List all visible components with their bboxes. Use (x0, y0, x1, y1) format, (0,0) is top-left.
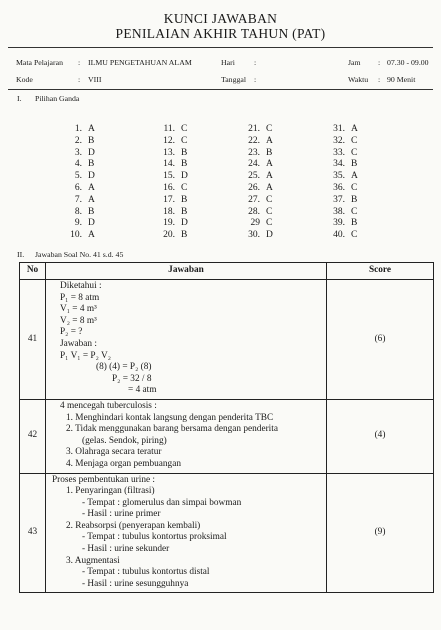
mapel-separator: : (78, 58, 81, 67)
answer-line: (gelas. Sendok, piring) (82, 435, 167, 446)
table-row (20, 473, 434, 593)
mc-number: 3. (74, 147, 82, 158)
row-answer (46, 280, 327, 400)
mc-item (158, 230, 191, 242)
mapel-label: Mata Pelajaran (16, 58, 63, 67)
row-score: (9) (327, 473, 434, 593)
mc-item (158, 171, 191, 183)
mc-answer: B (181, 159, 188, 170)
mc-item (243, 183, 276, 195)
answer-line: V₁ = 4 m³ (60, 304, 97, 315)
mc-column (65, 124, 98, 242)
mc-answer: B (351, 194, 358, 205)
mc-answer: C (351, 135, 358, 146)
mc-number: 20. (163, 230, 175, 241)
mc-item (158, 207, 191, 219)
kode-label: Kode (16, 75, 33, 84)
mc-answer: C (266, 206, 273, 217)
answer-line: 3. Olahraga secara teratur (66, 447, 162, 458)
answer-line: = 4 atm (128, 385, 157, 396)
mc-answer: B (181, 194, 188, 205)
mc-item (243, 207, 276, 219)
table-header-row (20, 263, 434, 280)
mc-item (65, 230, 98, 242)
tanggal-label: Tanggal (221, 75, 247, 84)
mc-item (328, 195, 361, 207)
mc-item (65, 124, 98, 136)
answer-line: 2. Reabsorpsi (penyerapan kembali) (66, 520, 201, 531)
mc-number: 2. (74, 135, 82, 146)
answer-line: P₁ = 8 atm (60, 292, 100, 303)
mc-item (158, 195, 191, 207)
mc-number: 32. (333, 135, 345, 146)
section2-title: Jawaban Soal No. 41 s.d. 45 (35, 250, 124, 259)
mc-answer: D (88, 147, 95, 158)
mc-answer: A (88, 182, 95, 193)
mc-item (65, 136, 98, 148)
mc-number: 29 (250, 218, 260, 229)
answer-line: - Hasil : urine primer (82, 509, 161, 520)
mc-number: 30. (248, 230, 260, 241)
mc-answer: A (266, 135, 273, 146)
answer-line: P₂ = 32 / 8 (112, 373, 152, 384)
mc-number: 13. (163, 147, 175, 158)
mc-number: 12. (163, 135, 175, 146)
mc-number: 7. (74, 194, 82, 205)
row-answer (46, 473, 327, 593)
header-rule-top (8, 47, 433, 48)
mc-answer: D (181, 218, 188, 229)
mc-item (243, 136, 276, 148)
jam-label: Jam (348, 58, 361, 67)
mc-item (243, 171, 276, 183)
tanggal-separator: : (254, 75, 257, 84)
mc-number: 14. (163, 159, 175, 170)
mc-answer: D (88, 218, 95, 229)
mc-number: 27. (248, 194, 260, 205)
mc-number: 18. (163, 206, 175, 217)
mc-item (243, 148, 276, 160)
kode-value: VIII (88, 75, 102, 84)
mc-answer: A (266, 182, 273, 193)
mc-answer: D (88, 171, 95, 182)
mc-answer: B (351, 159, 358, 170)
mc-answer: B (88, 159, 95, 170)
row-number: 41 (20, 280, 46, 400)
mc-answer: A (266, 171, 273, 182)
mc-number: 8. (74, 206, 82, 217)
mc-number: 39. (333, 218, 345, 229)
mc-number: 37. (333, 194, 345, 205)
answer-line: 1. Menghindari kontak langsung dengan penderita TBC (66, 412, 274, 423)
answer-line: 1. Penyaringan (filtrasi) (66, 486, 155, 497)
mc-answer: C (351, 182, 358, 193)
mc-number: 25. (248, 171, 260, 182)
mc-item (158, 159, 191, 171)
header-no: No (20, 263, 46, 280)
row-number: 43 (20, 473, 46, 593)
mc-number: 26. (248, 182, 260, 193)
answer-line: - Tempat : tubulus kontortus proksimal (82, 532, 227, 543)
mc-item (328, 230, 361, 242)
mc-answer: B (351, 218, 358, 229)
mc-item (243, 124, 276, 136)
mc-answer: C (351, 230, 358, 241)
section2-label: II. (17, 250, 25, 259)
answer-line: P₁ V₁ = P₂ V₂ (60, 350, 111, 361)
mc-item (65, 148, 98, 160)
mc-item (328, 171, 361, 183)
mc-number: 31. (333, 124, 345, 134)
hari-separator: : (254, 58, 257, 67)
mc-item (243, 159, 276, 171)
mc-item (328, 183, 361, 195)
mc-answer: C (181, 124, 188, 134)
mc-answer: D (181, 171, 188, 182)
answer-line: Proses pembentukan urine : (52, 474, 156, 485)
mc-column (158, 124, 191, 242)
row-number: 42 (20, 399, 46, 473)
section1-label: I. (17, 94, 22, 103)
hari-label: Hari (221, 58, 235, 67)
document-subtitle: PENILAIAN AKHIR TAHUN (PAT) (115, 26, 326, 41)
answer-line: Diketahui : (60, 281, 102, 291)
mc-answer: B (88, 206, 95, 217)
mc-answer: C (266, 124, 273, 134)
mc-answer: B (88, 135, 95, 146)
mc-number: 10. (70, 230, 82, 241)
answer-line: 4 mencegah tuberculosis : (60, 400, 157, 411)
header-score: Score (327, 263, 434, 280)
mc-answer: C (181, 182, 188, 193)
table-row (20, 399, 434, 473)
mc-number: 17. (163, 194, 175, 205)
mc-number: 34. (333, 159, 345, 170)
waktu-value: 90 Menit (387, 75, 416, 84)
answer-line: 3. Augmentasi (66, 555, 120, 566)
waktu-separator: : (378, 75, 381, 84)
table-row (20, 280, 434, 400)
answer-line: 2. Tidak menggunakan barang bersama dengan penderita (66, 424, 278, 435)
mc-answer: B (181, 230, 188, 241)
answer-line: 4. Menjaga organ pembuangan (66, 458, 181, 469)
mc-number: 38. (333, 206, 345, 217)
mc-answer: C (351, 206, 358, 217)
mc-number: 16. (163, 182, 175, 193)
jam-separator: : (378, 58, 381, 67)
answer-line: (8) (4) = P₂ (8) (96, 362, 152, 373)
mc-item (158, 218, 191, 230)
mc-item (328, 136, 361, 148)
answer-line: V₂ = 8 m³ (60, 315, 97, 326)
mc-item (65, 195, 98, 207)
mc-item (328, 148, 361, 160)
mc-number: 35. (333, 171, 345, 182)
answer-line: - Hasil : urine sesungguhnya (82, 578, 189, 589)
mapel-value: ILMU PENGETAHUAN ALAM (88, 58, 192, 67)
mc-number: 40. (333, 230, 345, 241)
mc-item (243, 195, 276, 207)
mc-answer: A (351, 124, 358, 134)
mc-number: 6. (74, 182, 82, 193)
mc-answer: D (266, 230, 273, 241)
mc-column (243, 124, 276, 242)
mc-answer: B (266, 147, 273, 158)
mc-number: 19. (163, 218, 175, 229)
mc-answer: C (266, 194, 273, 205)
answer-line: P₂ = ? (60, 327, 83, 338)
mc-number: 9. (74, 218, 82, 229)
mc-number: 1. (74, 124, 82, 134)
mc-number: 24. (248, 159, 260, 170)
mc-answer: B (181, 206, 188, 217)
answer-line: Jawaban : (60, 338, 97, 349)
mc-number: 22. (248, 135, 260, 146)
document-title: KUNCI JAWABAN (163, 11, 278, 26)
mc-number: 5. (74, 171, 82, 182)
kode-separator: : (78, 75, 81, 84)
mc-number: 33. (333, 147, 345, 158)
mc-item (158, 136, 191, 148)
mc-answer: A (88, 124, 95, 134)
mc-item (328, 207, 361, 219)
jam-value: 07.30 - 09.00 (387, 58, 429, 67)
mc-item (328, 218, 361, 230)
header-jawaban: Jawaban (46, 263, 327, 280)
answer-line: - Tempat : glomerulus dan simpai bowman (82, 497, 242, 508)
mc-item (243, 230, 276, 242)
mc-item (65, 218, 98, 230)
mc-number: 4. (74, 159, 82, 170)
mc-answer: A (88, 194, 95, 205)
mc-item (158, 148, 191, 160)
mc-number: 36. (333, 182, 345, 193)
mc-item (328, 124, 361, 136)
mc-item (328, 159, 361, 171)
section1-title: Pilihan Ganda (35, 94, 80, 103)
mc-number: 23. (248, 147, 260, 158)
mc-answer: A (351, 171, 358, 182)
answer-line: - Tempat : tubulus kontortus distal (82, 567, 210, 578)
mc-answer: A (266, 159, 273, 170)
mc-item (65, 171, 98, 183)
mc-number: 28. (248, 206, 260, 217)
mc-answer: C (351, 147, 358, 158)
waktu-label: Waktu (348, 75, 369, 84)
answer-line: - Hasil : urine sekunder (82, 544, 170, 555)
mc-item (65, 183, 98, 195)
mc-number: 21. (248, 124, 260, 134)
mc-answer: A (88, 230, 95, 241)
header-rule-bottom (8, 89, 433, 90)
mc-answer: B (181, 147, 188, 158)
mc-item (65, 159, 98, 171)
mc-item (65, 207, 98, 219)
row-score: (4) (327, 399, 434, 473)
mc-number: 15. (163, 171, 175, 182)
mc-item (158, 124, 191, 136)
mc-number: 11. (163, 124, 175, 134)
row-answer (46, 399, 327, 473)
row-score: (6) (327, 280, 434, 400)
mc-item (243, 218, 276, 230)
mc-column (328, 124, 361, 242)
mc-answer: C (181, 135, 188, 146)
mc-answer: C (266, 218, 273, 229)
answer-table (19, 262, 434, 593)
mc-item (158, 183, 191, 195)
